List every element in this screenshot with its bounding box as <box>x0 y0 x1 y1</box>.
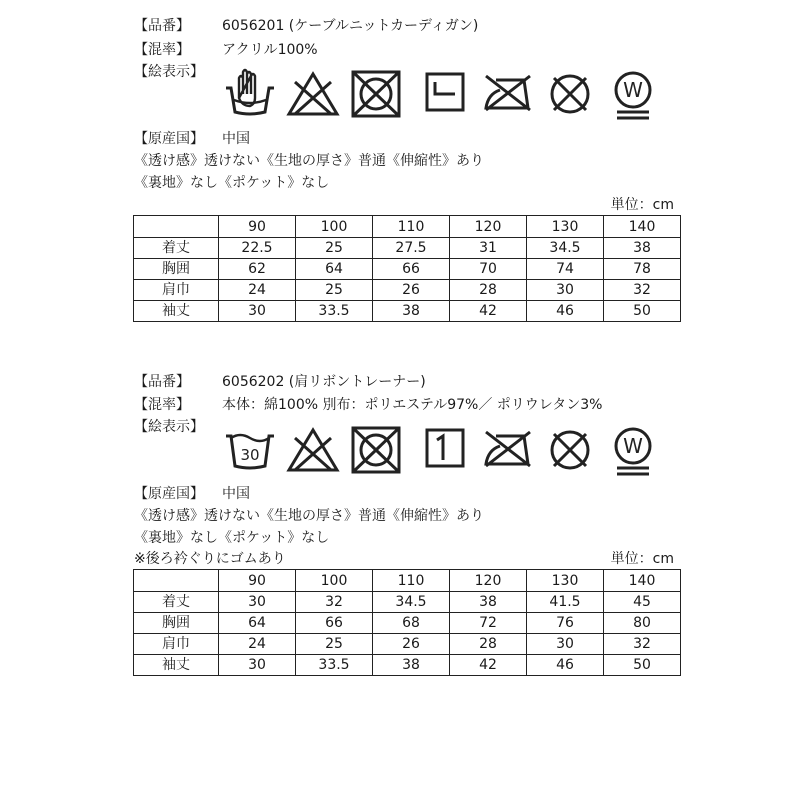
wet-clean-icon <box>605 66 661 122</box>
size-header: 120 <box>450 216 527 238</box>
row-label: 胸囲 <box>134 259 219 280</box>
properties-line-2: 《裏地》なし《ポケット》なし <box>134 530 330 546</box>
table-cell: 64 <box>296 259 373 280</box>
table-cell: 27.5 <box>373 238 450 259</box>
size-header: 130 <box>527 570 604 592</box>
size-table <box>133 215 681 322</box>
table-cell: 68 <box>373 613 450 634</box>
wash-temperature: 30 <box>240 446 260 464</box>
table-cell: 31 <box>450 238 527 259</box>
table-cell: 30 <box>527 634 604 655</box>
no-dry-clean-icon <box>542 66 598 122</box>
iron-low-icon <box>480 66 536 122</box>
svg-text:W: W <box>623 78 643 102</box>
table-cell: 41.5 <box>527 592 604 613</box>
table-cell: 66 <box>373 259 450 280</box>
table-cell: 33.5 <box>296 301 373 322</box>
table-cell: 30 <box>219 301 296 322</box>
size-header: 90 <box>219 570 296 592</box>
hand-wash-icon <box>222 66 278 122</box>
table-cell: 25 <box>296 280 373 301</box>
size-header: 140 <box>604 570 681 592</box>
table-cell: 50 <box>604 301 681 322</box>
size-header: 90 <box>219 216 296 238</box>
table-cell: 26 <box>373 280 450 301</box>
material-value: アクリル100% <box>222 42 318 58</box>
row-label: 肩巾 <box>134 634 219 655</box>
care-icons <box>222 422 662 478</box>
table-row <box>134 592 681 613</box>
table-cell: 38 <box>373 301 450 322</box>
table-cell: 32 <box>604 634 681 655</box>
table-cell: 24 <box>219 634 296 655</box>
table-cell: 46 <box>527 301 604 322</box>
table-cell: 50 <box>604 655 681 676</box>
properties-line-2: 《裏地》なし《ポケット》なし <box>134 175 330 191</box>
care-label: 【絵表示】 <box>134 419 204 435</box>
table-cell: 28 <box>450 280 527 301</box>
table-row <box>134 301 681 322</box>
origin-value: 中国 <box>222 486 250 502</box>
table-row <box>134 238 681 259</box>
table-cell: 25 <box>296 634 373 655</box>
size-header: 110 <box>373 216 450 238</box>
table-cell: 38 <box>604 238 681 259</box>
table-cell: 74 <box>527 259 604 280</box>
table-header-row <box>134 570 681 592</box>
table-cell: 25 <box>296 238 373 259</box>
table-cell: 80 <box>604 613 681 634</box>
table-cell: 32 <box>296 592 373 613</box>
size-header: 140 <box>604 216 681 238</box>
size-header: 110 <box>373 570 450 592</box>
care-icons <box>222 66 662 122</box>
product-number-value: 6056202 (肩リボントレーナー) <box>222 374 426 390</box>
origin-label: 【原産国】 <box>134 486 204 502</box>
row-label: 袖丈 <box>134 301 219 322</box>
properties-line-1: 《透け感》透けない《生地の厚さ》普通《伸縮性》あり <box>134 508 484 524</box>
size-header: 130 <box>527 216 604 238</box>
table-row <box>134 259 681 280</box>
table-cell: 78 <box>604 259 681 280</box>
product-number-label: 【品番】 <box>134 18 190 34</box>
material-label: 【混率】 <box>134 42 190 58</box>
row-label: 着丈 <box>134 238 219 259</box>
row-label: 着丈 <box>134 592 219 613</box>
table-cell: 28 <box>450 634 527 655</box>
table-cell: 34.5 <box>527 238 604 259</box>
unit-label: 単位：cm <box>610 197 674 213</box>
table-cell: 38 <box>450 592 527 613</box>
row-label: 袖丈 <box>134 655 219 676</box>
table-cell: 26 <box>373 634 450 655</box>
size-header: 120 <box>450 570 527 592</box>
no-dry-clean-icon <box>542 422 598 478</box>
svg-text:W: W <box>623 434 643 458</box>
product-number-label: 【品番】 <box>134 374 190 390</box>
iron-low-icon <box>480 422 536 478</box>
no-bleach-icon <box>285 422 341 478</box>
table-cell: 42 <box>450 301 527 322</box>
table-header-row <box>134 216 681 238</box>
table-row <box>134 655 681 676</box>
table-cell: 33.5 <box>296 655 373 676</box>
table-cell: 34.5 <box>373 592 450 613</box>
row-label: 胸囲 <box>134 613 219 634</box>
table-cell: 64 <box>219 613 296 634</box>
size-header: 100 <box>296 570 373 592</box>
table-cell: 70 <box>450 259 527 280</box>
table-cell: 38 <box>373 655 450 676</box>
table-cell: 30 <box>219 655 296 676</box>
unit-label: 単位：cm <box>610 551 674 567</box>
table-cell: 32 <box>604 280 681 301</box>
size-table <box>133 569 681 676</box>
table-cell: 45 <box>604 592 681 613</box>
table-row <box>134 613 681 634</box>
table-row <box>134 634 681 655</box>
table-cell: 62 <box>219 259 296 280</box>
note-text: ※後ろ衿ぐりにゴムあり <box>134 551 286 567</box>
material-value: 本体：綿100% 別布：ポリエステル97%／ ポリウレタン3% <box>222 397 603 413</box>
wash-30-icon <box>222 422 278 478</box>
size-header: 100 <box>296 216 373 238</box>
table-cell: 72 <box>450 613 527 634</box>
wet-clean-icon <box>605 422 661 478</box>
table-cell: 46 <box>527 655 604 676</box>
material-label: 【混率】 <box>134 397 190 413</box>
table-corner <box>134 570 219 592</box>
table-corner <box>134 216 219 238</box>
table-cell: 30 <box>527 280 604 301</box>
table-row <box>134 280 681 301</box>
row-label: 肩巾 <box>134 280 219 301</box>
table-cell: 22.5 <box>219 238 296 259</box>
table-cell: 30 <box>219 592 296 613</box>
product-number-value: 6056201 (ケーブルニットカーディガン) <box>222 18 479 34</box>
no-tumble-dry-icon <box>348 66 404 122</box>
properties-line-1: 《透け感》透けない《生地の厚さ》普通《伸縮性》あり <box>134 153 484 169</box>
line-dry-vertical-icon <box>417 422 473 478</box>
care-label: 【絵表示】 <box>134 64 204 80</box>
no-bleach-icon <box>285 66 341 122</box>
origin-value: 中国 <box>222 131 250 147</box>
line-dry-icon <box>417 66 473 122</box>
table-cell: 42 <box>450 655 527 676</box>
table-cell: 76 <box>527 613 604 634</box>
origin-label: 【原産国】 <box>134 131 204 147</box>
table-cell: 66 <box>296 613 373 634</box>
table-cell: 24 <box>219 280 296 301</box>
no-tumble-dry-icon <box>348 422 404 478</box>
